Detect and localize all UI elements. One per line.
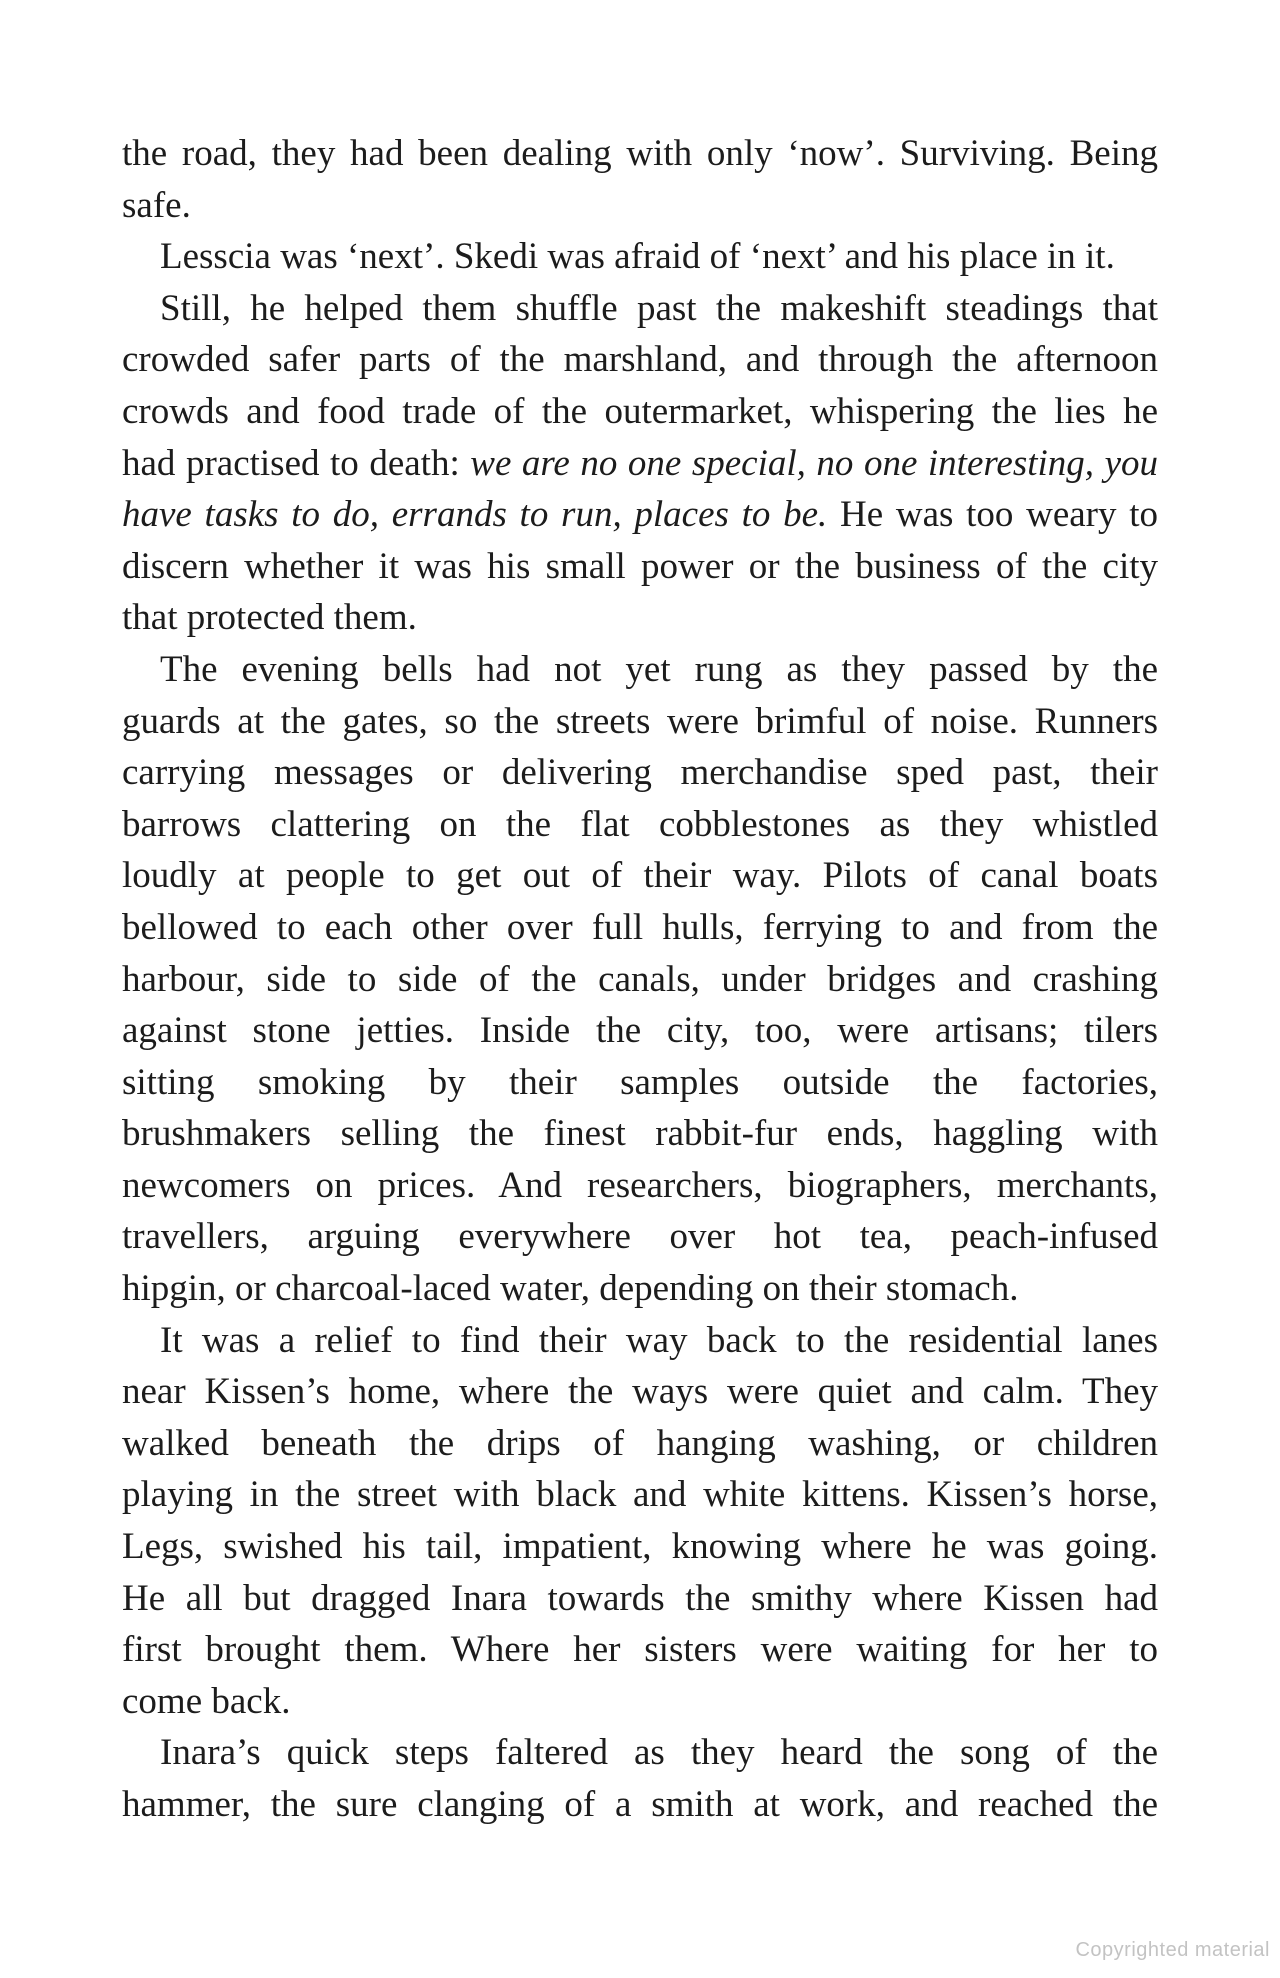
- text-line: [122, 1160, 1158, 1212]
- text-line: [122, 1676, 1158, 1728]
- body-text: playing in the street with black and white kittens. Kissen’s horse,: [122, 1474, 1158, 1516]
- body-text: sitting smoking by their samples outside the factories,: [122, 1061, 1158, 1103]
- body-text: Legs, swished his tail, impatient, knowing where he was going.: [122, 1526, 1158, 1568]
- paragraph: [122, 128, 1158, 231]
- body-text: safe.: [122, 184, 191, 226]
- body-text: He was too weary to: [827, 494, 1158, 536]
- body-text: guards at the gates, so the streets were brimful of noise. Runners: [122, 700, 1158, 742]
- body-text: Still, he helped them shuffle past the makeshift steadings that: [160, 287, 1158, 329]
- text-line: [122, 180, 1158, 232]
- text-line: [122, 1108, 1158, 1160]
- copyright-notice: Copyrighted material: [1075, 1939, 1270, 1961]
- text-line: [122, 489, 1158, 541]
- body-text: come back.: [122, 1680, 291, 1722]
- body-text: discern whether it was his small power or the business of the city: [122, 545, 1158, 587]
- body-text: harbour, side to side of the canals, under bridges and crashing: [122, 958, 1158, 1000]
- text-line: [122, 1779, 1158, 1831]
- body-text: the road, they had been dealing with only ‘now’. Surviving. Being: [122, 133, 1158, 174]
- text-line: [122, 1418, 1158, 1470]
- text-line: [122, 231, 1158, 283]
- body-text: hammer, the sure clanging of a smith at work, and reached the: [122, 1784, 1158, 1825]
- text-line: [122, 1624, 1158, 1676]
- body-text: carrying messages or delivering merchandise sped past, their: [122, 752, 1158, 794]
- italic-text: have tasks to do, errands to run, places to be.: [122, 494, 828, 536]
- body-text: had practised to death:: [122, 442, 471, 484]
- text-line: [122, 1727, 1158, 1779]
- paragraph: [122, 644, 1158, 1315]
- text-line: [122, 334, 1158, 386]
- body-text: crowds and food trade of the outermarket, whispering the lies he: [122, 390, 1158, 432]
- paragraph: [122, 1727, 1158, 1830]
- body-text: first brought them. Where her sisters were waiting for her to: [122, 1629, 1158, 1671]
- body-text: Inara’s quick steps faltered as they heard the song of the: [160, 1732, 1158, 1774]
- body-text: against stone jetties. Inside the city, too, were artisans; tilers: [122, 1010, 1158, 1052]
- text-line: [122, 1315, 1158, 1367]
- paragraph: [122, 231, 1158, 283]
- text-line: [122, 902, 1158, 954]
- body-text: It was a relief to find their way back to the residential lanes: [160, 1319, 1158, 1361]
- text-line: [122, 747, 1158, 799]
- body-text: crowded safer parts of the marshland, and through the afternoon: [122, 339, 1158, 381]
- paragraph: [122, 283, 1158, 644]
- text-line: [122, 644, 1158, 696]
- text-line: [122, 283, 1158, 335]
- paragraph: [122, 1315, 1158, 1728]
- text-line: [122, 1211, 1158, 1263]
- body-text: loudly at people to get out of their way. Pilots of canal boats: [122, 855, 1158, 897]
- body-text: Lesscia was ‘next’. Skedi was afraid of ‘next’ and his place in it.: [160, 236, 1115, 278]
- text-line: [122, 1469, 1158, 1521]
- body-text: bellowed to each other over full hulls, ferrying to and from the: [122, 906, 1158, 948]
- text-line: [122, 386, 1158, 438]
- italic-text: we are no one special, no one interesting, you: [470, 442, 1158, 484]
- body-text: barrows clattering on the flat cobblestones as they whistled: [122, 803, 1158, 845]
- body-text: He all but dragged Inara towards the smithy where Kissen had: [122, 1577, 1158, 1619]
- body-text: near Kissen’s home, where the ways were quiet and calm. They: [122, 1371, 1158, 1413]
- text-line: [122, 1573, 1158, 1625]
- body-text: The evening bells had not yet rung as they passed by the: [160, 648, 1158, 690]
- text-line: [122, 1521, 1158, 1573]
- text-line: [122, 1057, 1158, 1109]
- text-line: [122, 850, 1158, 902]
- text-line: [122, 541, 1158, 593]
- body-text: newcomers on prices. And researchers, biographers, merchants,: [122, 1164, 1158, 1206]
- text-line: [122, 1263, 1158, 1315]
- text-line: [122, 1366, 1158, 1418]
- text-line: [122, 696, 1158, 748]
- body-text: hipgin, or charcoal-laced water, depending on their stomach.: [122, 1268, 1019, 1310]
- text-line: [122, 438, 1158, 490]
- body-text: travellers, arguing everywhere over hot tea, peach-infused: [122, 1216, 1158, 1258]
- body-text: walked beneath the drips of hanging washing, or children: [122, 1422, 1158, 1464]
- text-line: [122, 1005, 1158, 1057]
- body-text: that protected them.: [122, 597, 417, 639]
- body-text: brushmakers selling the finest rabbit-fur ends, haggling with: [122, 1113, 1158, 1155]
- text-line: [122, 954, 1158, 1006]
- text-line: [122, 128, 1158, 180]
- text-block: [122, 128, 1158, 1831]
- text-line: [122, 592, 1158, 644]
- text-line: [122, 799, 1158, 851]
